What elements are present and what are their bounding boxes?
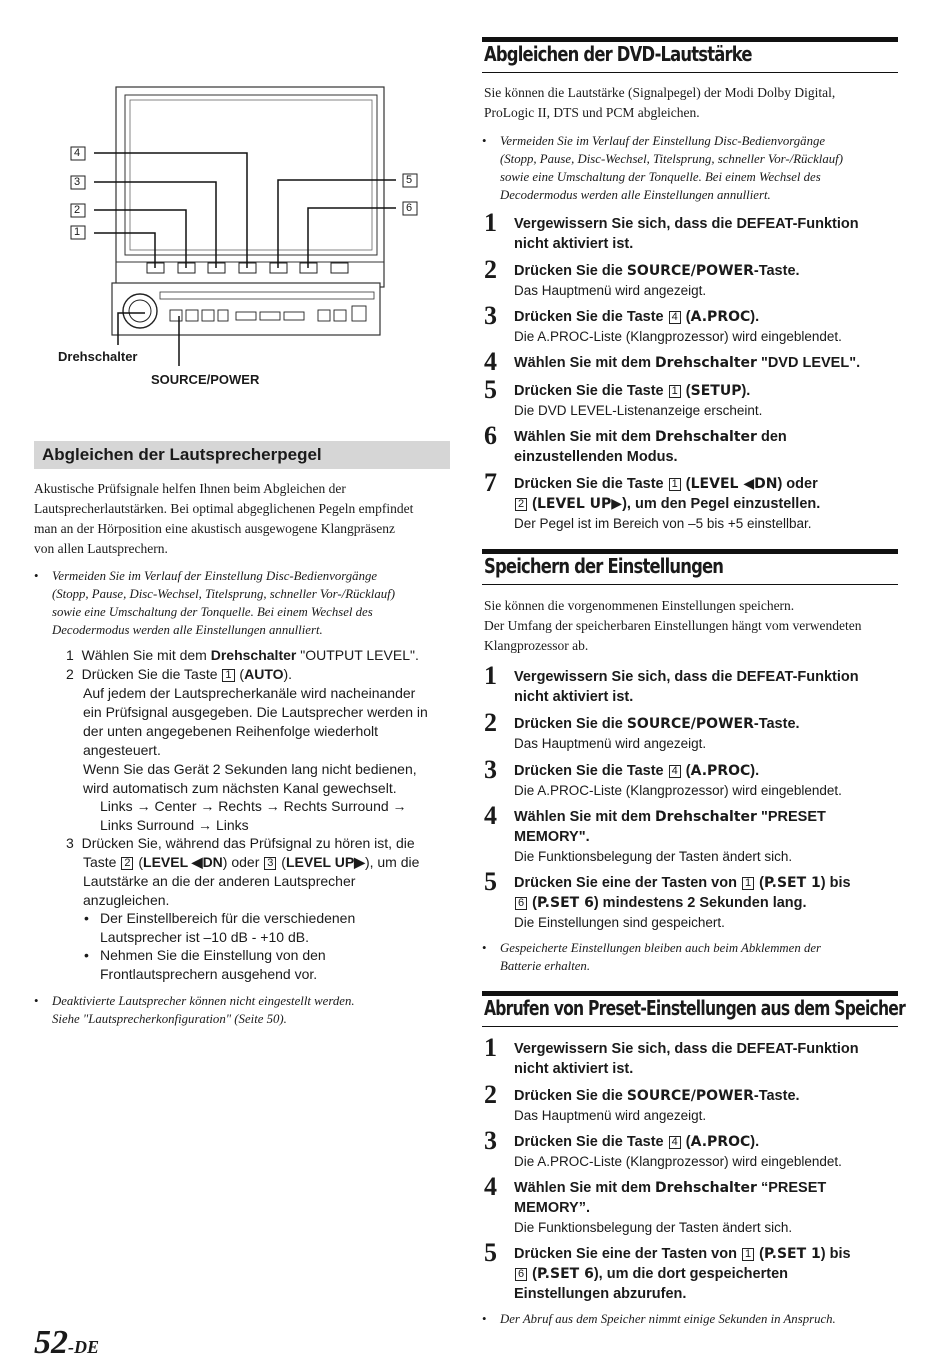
callout-4: 4 xyxy=(74,147,81,159)
left-bullet-2: • Nehmen Sie die Einstellung von den Frontlautsprechern ausgehend vor. xyxy=(84,947,326,982)
heading-abrufen: Abrufen von Preset-Einstellungen aus dem Speicher xyxy=(484,996,906,1020)
intro-dvd: Sie können die Lautstärke (Signalpegel) der Modi Dolby Digital, ProLogic II, DTS und PCM abgleichen. xyxy=(484,85,836,120)
label-source-power: SOURCE/POWER xyxy=(151,372,260,387)
device-diagram xyxy=(0,0,460,400)
callout-5: 5 xyxy=(406,174,413,186)
callout-2: 2 xyxy=(74,204,81,216)
note-disc-operations: • Vermeiden Sie im Verlauf der Einstellung Disc-Bedienvorgänge (Stopp, Pause, Disc-Wechsel, Titelsprung, schneller Vor-/Rücklauf) sowie eine Umschaltung der Tonquelle. Bei einem Wechsel des Decodermodus werden alle Einstellungen annulliert. xyxy=(34,569,395,637)
left-bullet-1: • Der Einstellbereich für die verschiedenen Lautsprecher ist –10 dB - +10 dB. xyxy=(84,910,356,945)
intro-lautsprecherpegel: Akustische Prüfsignale helfen Ihnen beim Abgleichen der Lautsprecherlautstärken. Bei optimal abgeglichenen Pegeln empfindet man an der Hörposition eine akustisch ausgewogene Klangpräsenz von allen Lautsprechern. xyxy=(34,481,414,556)
rule-save-bottom xyxy=(482,584,898,585)
left-step-2-detail: Auf jedem der Lautsprecherkanäle wird nacheinander ein Prüfsignal ausgegeben. Die Lautsprecher werden in der unten angegebenen Reihenfolge wiederholt angesteuert. Wenn Sie das Gerät 2 Sekunden lang nicht bedienen, wird automatisch zum nächsten Kanal gewechselt. xyxy=(83,685,428,796)
note-dvd: • Vermeiden Sie im Verlauf der Einstellung Disc-Bedienvorgänge (Stopp, Pause, Disc-Wechsel, Titelsprung, schneller Vor-/Rücklauf) sowie eine Umschaltung der Tonquelle. Bei einem Wechsel des Decodermodus werden alle Einstellungen annulliert. xyxy=(482,134,843,202)
rule-dvd-bottom xyxy=(482,72,898,73)
note-deactivated-speakers: • Deaktivierte Lautsprecher können nicht eingestellt werden. Siehe "Lautsprecherkonfiguration" (Seite 50). xyxy=(34,994,355,1026)
left-step-3: 3 Drücken Sie, während das Prüfsignal zu hören ist, die xyxy=(66,835,415,851)
rule-recall-bottom xyxy=(482,1026,898,1027)
callout-3: 3 xyxy=(74,176,81,188)
left-step-3-line2: Taste 2 (LEVEL ◀DN) oder 3 (LEVEL UP▶), um die xyxy=(83,854,420,870)
page-number: 52-DE xyxy=(34,1324,99,1361)
heading-lautsprecherpegel: Abgleichen der Lautsprecherpegel xyxy=(34,441,450,469)
heading-dvd-lautstaerke: Abgleichen der DVD-Lautstärke xyxy=(484,42,752,66)
callout-6: 6 xyxy=(406,202,413,214)
speaker-sequence: Links → Center → Rechts → Rechts Surround → Links Surround → Links xyxy=(100,798,407,833)
note-recall: • Der Abruf aus dem Speicher nimmt einige Sekunden in Anspruch. xyxy=(482,1312,836,1326)
heading-speichern: Speichern der Einstellungen xyxy=(484,554,724,578)
left-step-2: 2 Drücken Sie die Taste 1 (AUTO). xyxy=(66,666,293,682)
left-step-3-detail: Lautstärke an die der anderen Lautsprecher anzugleichen. xyxy=(83,873,356,908)
note-save: • Gespeicherte Einstellungen bleiben auch beim Abklemmen der Batterie erhalten. xyxy=(482,941,822,973)
intro-speichern: Sie können die vorgenommenen Einstellungen speichern. Der Umfang der speicherbaren Einstellungen hängt vom verwendeten Klangprozessor ab. xyxy=(484,598,862,653)
left-step-1: 1 Wählen Sie mit dem Drehschalter "OUTPUT LEVEL". xyxy=(66,647,419,663)
callout-1: 1 xyxy=(74,226,81,238)
label-drehschalter: Drehschalter xyxy=(58,349,138,364)
